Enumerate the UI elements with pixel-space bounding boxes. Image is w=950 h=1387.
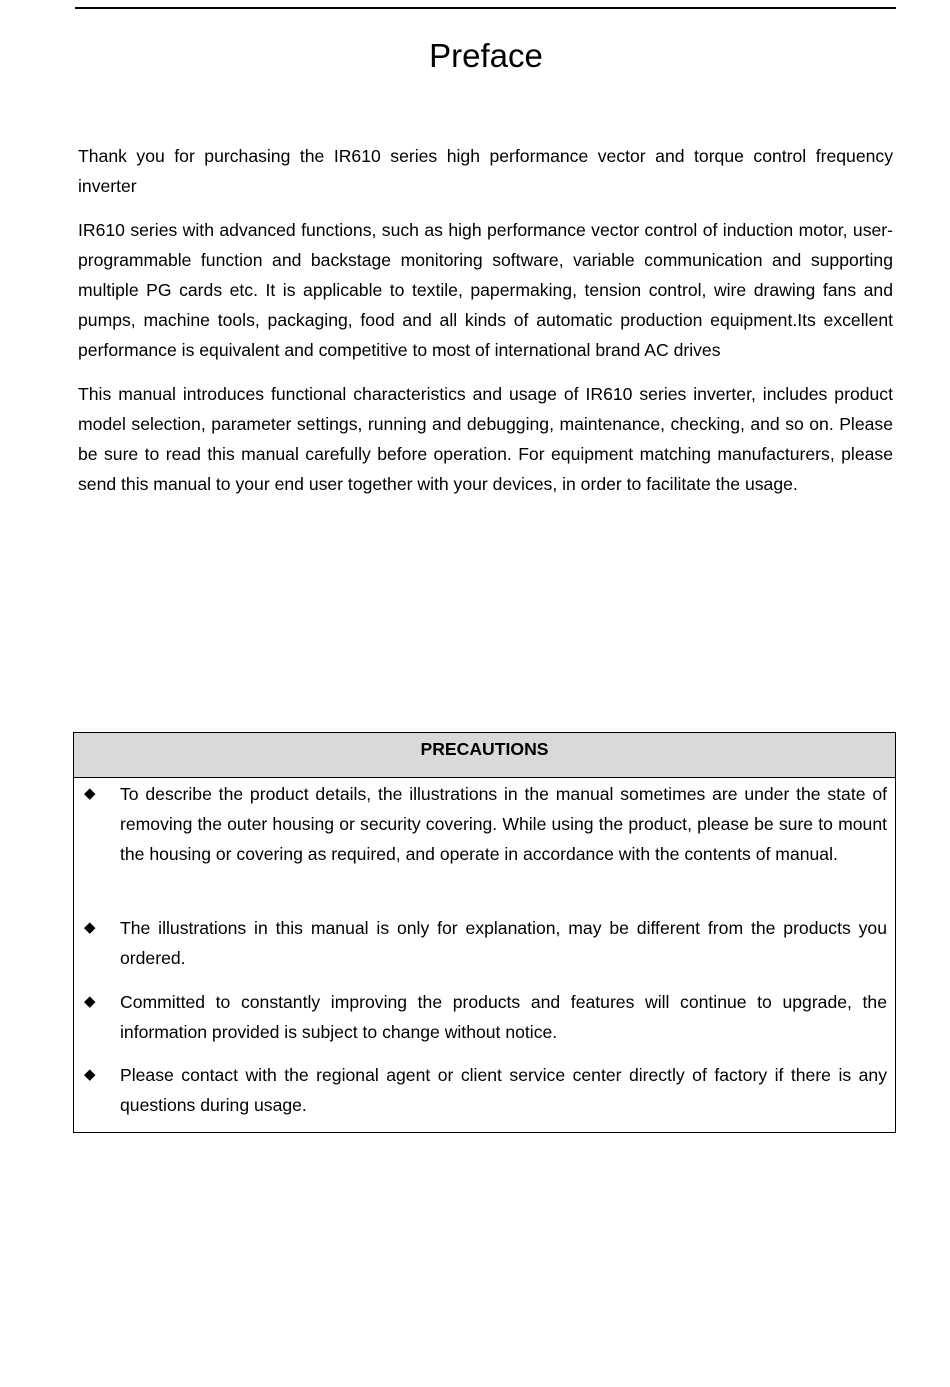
diamond-bullet-icon: ◆ <box>84 993 96 1010</box>
page-title: Preface <box>429 37 543 74</box>
diamond-bullet-icon: ◆ <box>84 1066 96 1083</box>
precautions-box <box>73 732 896 1133</box>
diamond-bullet-icon: ◆ <box>84 785 96 802</box>
preface-paragraph-3: This manual introduces functional characteristics and usage of IR610 series inverter, includes product model selection, parameter settings, running and debugging, maintenance, checking, and so on. Please be sure to read this manual carefully before operation. For equipment matching manufacturers, please send this manual to your end user together with your devices, in order to facilitate the usage. <box>78 384 893 494</box>
precautions-heading: PRECAUTIONS <box>74 733 895 778</box>
preface-paragraph-1: Thank you for purchasing the IR610 series high performance vector and torque control frequency inverter <box>78 146 893 196</box>
precaution-text: Committed to constantly improving the products and features will continue to upgrade, the information provided is subject to change without notice. <box>120 992 887 1042</box>
precaution-text: Please contact with the regional agent or client service center directly of factory if there is any questions during usage. <box>120 1065 887 1115</box>
top-rule <box>75 7 896 9</box>
diamond-bullet-icon: ◆ <box>84 919 96 936</box>
precaution-text: To describe the product details, the illustrations in the manual sometimes are under the state of removing the outer housing or security covering. While using the product, please be sure to mount the housing or covering as required, and operate in accordance with the contents of manual. <box>120 784 887 864</box>
precaution-text: The illustrations in this manual is only for explanation, may be different from the products you ordered. <box>120 918 887 968</box>
preface-paragraph-2: IR610 series with advanced functions, such as high performance vector control of induction motor, user-programmable function and backstage monitoring software, variable communication and supporting multiple PG cards etc. It is applicable to textile, papermaking, tension control, wire drawing fans and pumps, machine tools, packaging, food and all kinds of automatic production equipment.Its excellent performance is equivalent and competitive to most of international brand AC drives <box>78 220 893 360</box>
